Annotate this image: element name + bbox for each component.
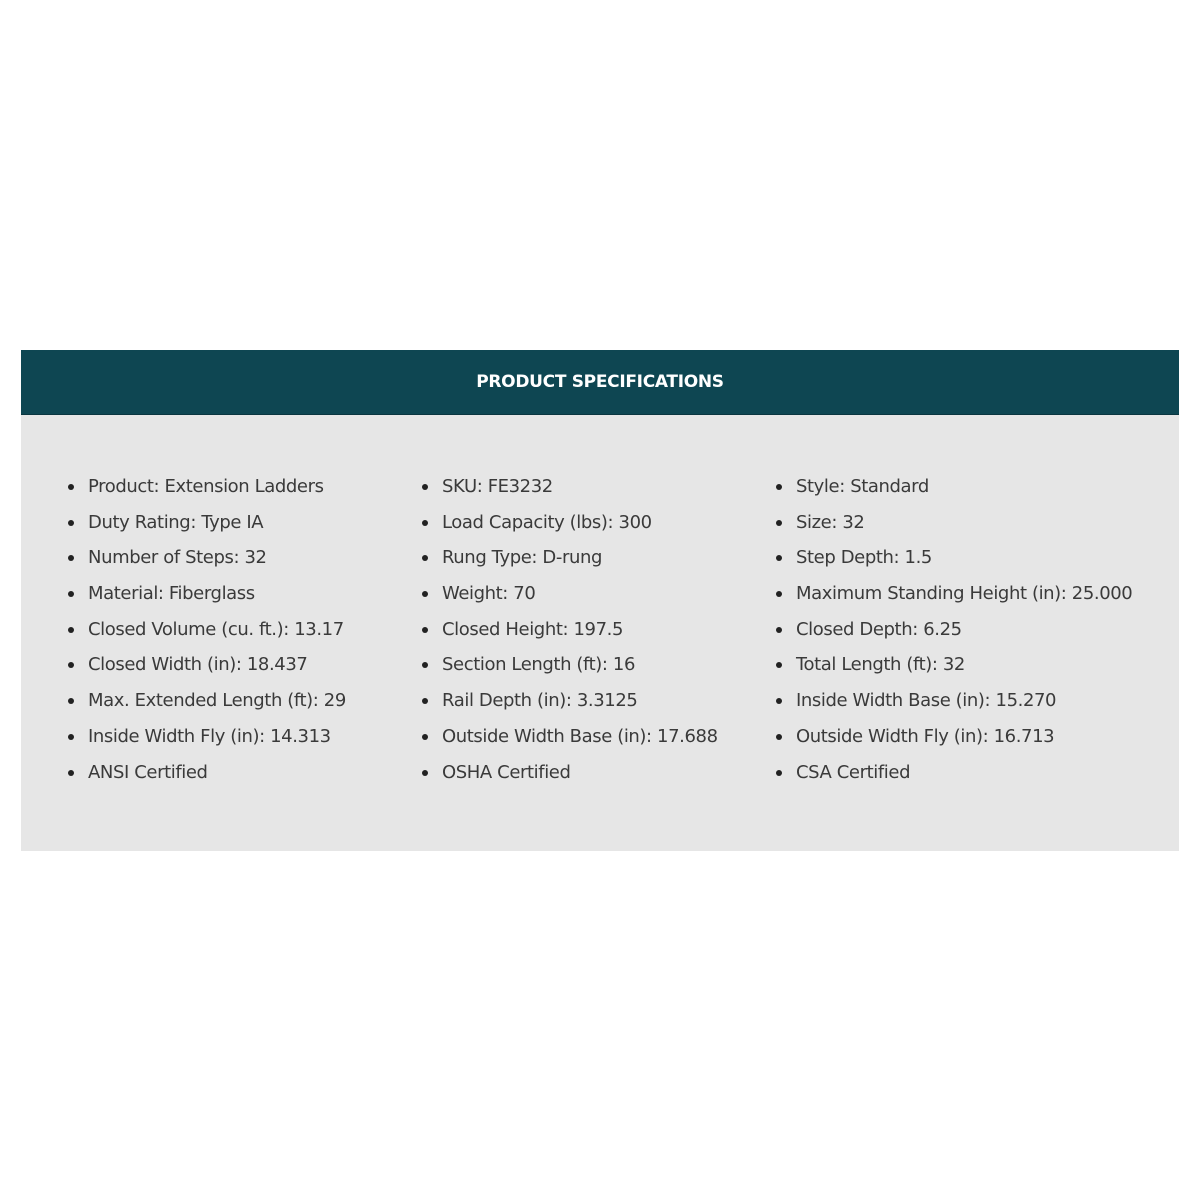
bullet-icon — [776, 627, 782, 633]
spec-item-text: Inside Width Base (in): 15.270 — [796, 690, 1057, 712]
spec-item — [66, 755, 346, 791]
spec-body — [21, 415, 1179, 852]
spec-item-text: Weight: 70 — [442, 583, 536, 605]
spec-item — [774, 540, 1132, 576]
spec-item-text: Closed Depth: 6.25 — [796, 618, 962, 640]
spec-item — [66, 469, 346, 505]
spec-item — [66, 505, 346, 541]
bullet-icon — [422, 555, 428, 561]
spec-item — [420, 576, 718, 612]
spec-item-text: SKU: FE3232 — [442, 476, 553, 497]
spec-item-text: Section Length (ft): 16 — [442, 654, 636, 676]
spec-item-text: Number of Steps: 32 — [88, 547, 267, 569]
spec-item-text: Load Capacity (lbs): 300 — [442, 511, 652, 533]
spec-item — [774, 683, 1132, 719]
spec-item — [420, 469, 718, 505]
spec-item — [66, 576, 346, 612]
bullet-icon — [68, 520, 74, 526]
bullet-icon — [68, 734, 74, 740]
spec-column-2 — [420, 469, 718, 790]
spec-column-1 — [66, 469, 346, 790]
bullet-icon — [422, 770, 428, 776]
bullet-icon — [776, 662, 782, 668]
spec-item-text: Material: Fiberglass — [88, 583, 255, 605]
spec-title: PRODUCT SPECIFICATIONS — [476, 372, 724, 392]
spec-item — [66, 683, 346, 719]
spec-item-text: Step Depth: 1.5 — [796, 547, 932, 569]
spec-item — [774, 755, 1132, 791]
spec-header — [21, 350, 1179, 415]
spec-item-text: Size: 32 — [796, 511, 865, 533]
bullet-icon — [68, 484, 74, 490]
spec-item — [420, 540, 718, 576]
spec-item — [774, 576, 1132, 612]
bullet-icon — [422, 484, 428, 490]
spec-item-text: Style: Standard — [796, 476, 929, 497]
bullet-icon — [422, 627, 428, 633]
spec-item-text: Maximum Standing Height (in): 25.000 — [796, 583, 1133, 605]
bullet-icon — [422, 734, 428, 740]
bullet-icon — [68, 698, 74, 704]
spec-item — [420, 683, 718, 719]
spec-item-text: ANSI Certified — [88, 761, 208, 783]
spec-item-text: Total Length (ft): 32 — [796, 654, 965, 676]
bullet-icon — [68, 662, 74, 668]
spec-item-text: Product: Extension Ladders — [88, 476, 324, 497]
bullet-icon — [776, 698, 782, 704]
spec-column-3 — [774, 469, 1132, 790]
spec-item — [774, 612, 1132, 648]
spec-item-text: Outside Width Fly (in): 16.713 — [796, 725, 1055, 747]
spec-item-text: Inside Width Fly (in): 14.313 — [88, 725, 331, 747]
spec-item — [420, 505, 718, 541]
spec-item — [774, 469, 1132, 505]
bullet-icon — [422, 698, 428, 704]
spec-item — [66, 612, 346, 648]
spec-item — [774, 719, 1132, 755]
spec-item — [774, 505, 1132, 541]
spec-item-text: Max. Extended Length (ft): 29 — [88, 690, 346, 712]
spec-item-text: Closed Height: 197.5 — [442, 618, 624, 640]
spec-item — [420, 612, 718, 648]
spec-item — [66, 719, 346, 755]
bullet-icon — [776, 520, 782, 526]
bullet-icon — [68, 627, 74, 633]
spec-item — [420, 647, 718, 683]
spec-item-text: Outside Width Base (in): 17.688 — [442, 725, 718, 747]
bullet-icon — [776, 484, 782, 490]
bullet-icon — [422, 520, 428, 526]
spec-item — [420, 719, 718, 755]
spec-item-text: Duty Rating: Type IA — [88, 511, 264, 533]
spec-item — [774, 647, 1132, 683]
product-specifications-panel — [21, 350, 1179, 851]
spec-item-text: OSHA Certified — [442, 761, 571, 783]
spec-item-text: Closed Width (in): 18.437 — [88, 654, 308, 676]
spec-item — [66, 647, 346, 683]
bullet-icon — [776, 770, 782, 776]
bullet-icon — [776, 734, 782, 740]
bullet-icon — [68, 770, 74, 776]
bullet-icon — [422, 591, 428, 597]
spec-item-text: Closed Volume (cu. ft.): 13.17 — [88, 618, 344, 640]
spec-item-text: CSA Certified — [796, 761, 911, 783]
spec-item-text: Rung Type: D-rung — [442, 547, 602, 569]
spec-item — [66, 540, 346, 576]
bullet-icon — [422, 662, 428, 668]
spec-item-text: Rail Depth (in): 3.3125 — [442, 690, 638, 712]
bullet-icon — [68, 591, 74, 597]
spec-item — [420, 755, 718, 791]
bullet-icon — [68, 555, 74, 561]
bullet-icon — [776, 555, 782, 561]
bullet-icon — [776, 591, 782, 597]
